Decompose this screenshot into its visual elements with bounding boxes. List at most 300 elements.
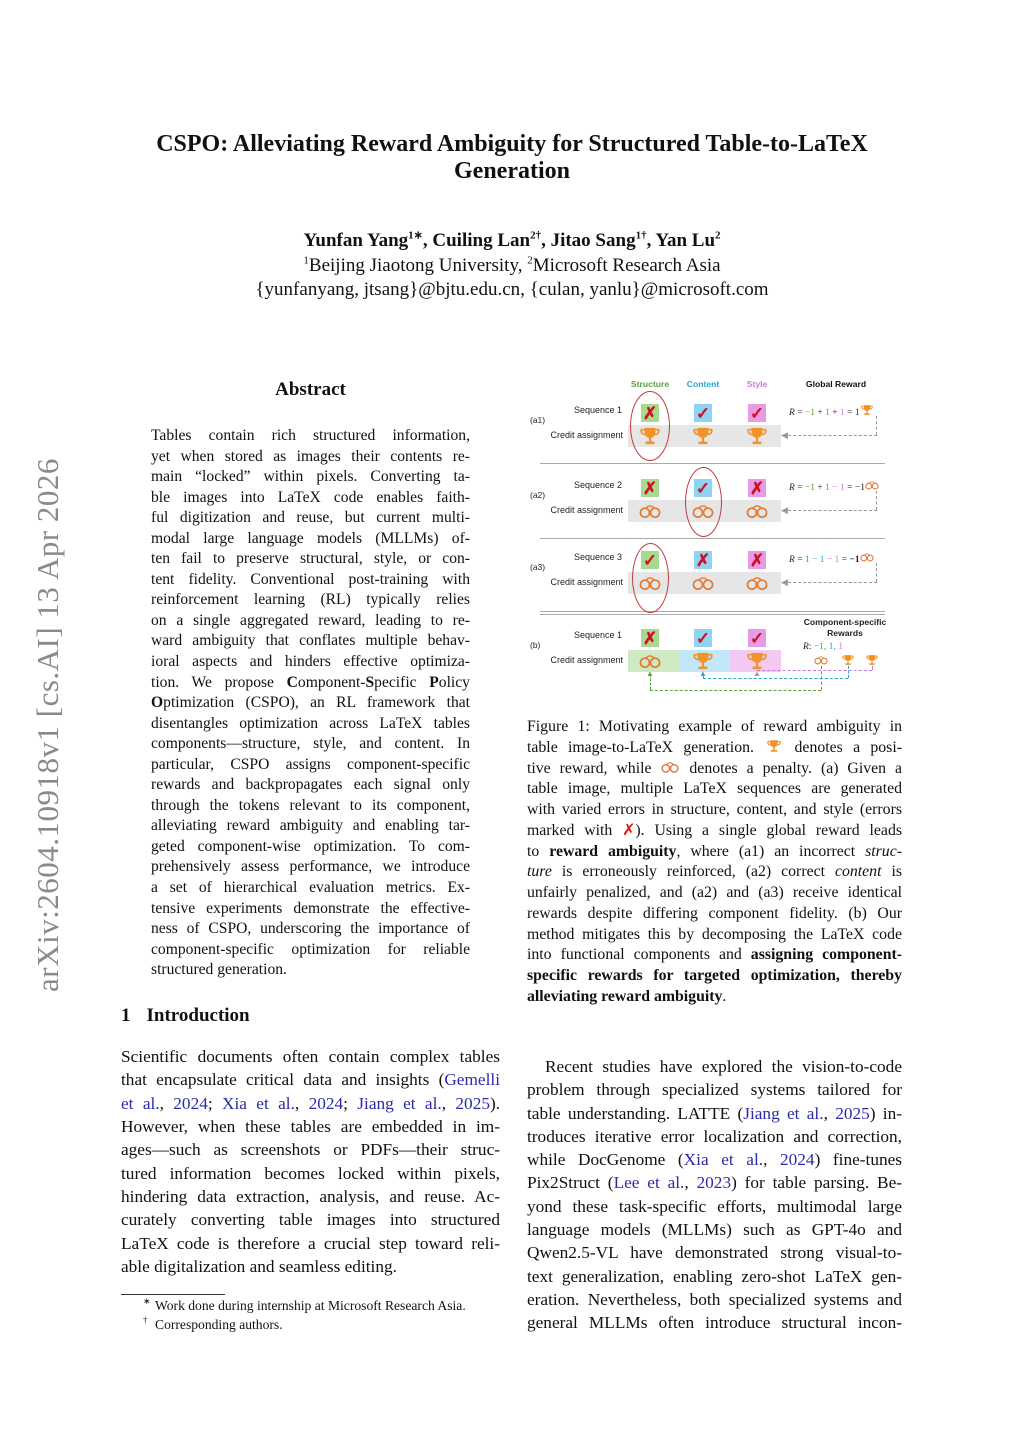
text-line: [151, 426, 470, 447]
author: Yan Lu: [655, 230, 716, 251]
reward-formula: [803, 642, 919, 653]
citation-link[interactable]: et al.: [121, 1093, 160, 1113]
bold-text: reward ambiguity: [549, 842, 677, 860]
text-run: ten fail to preserve structural, style, or con-: [151, 550, 470, 568]
text-run: +: [829, 408, 840, 418]
check-mark-icon: ✓: [749, 628, 765, 648]
title-line: Generation: [454, 158, 570, 184]
text-line: [527, 862, 902, 883]
text-line: [527, 1241, 902, 1264]
text-run: , where (a1) an incorrect: [676, 842, 866, 860]
handcuffs-icon: [746, 573, 768, 593]
abstract-text: [151, 426, 470, 981]
reward-formula: [789, 551, 905, 566]
text-line: [527, 1148, 902, 1171]
row-separator: [540, 538, 885, 539]
routing-arrow: [703, 678, 848, 679]
text-run: rewards despite differing component fidelity. (b) Our: [527, 904, 902, 922]
highlight-ellipse: [685, 467, 722, 537]
trophy-icon: [746, 426, 768, 446]
author: Cuiling Lan: [432, 230, 531, 251]
text-line: [151, 734, 470, 755]
footnote-text: Corresponding authors.: [155, 1317, 283, 1332]
header-content: Content: [686, 379, 720, 389]
routing-arrow: [650, 690, 821, 691]
text-line: [527, 925, 902, 946]
title-line: CSPO: Alleviating Reward Ambiguity for Structured Table-to-LaTeX: [156, 131, 868, 157]
text-line: [151, 488, 470, 509]
credit-assignment-label: Credit assignment: [550, 505, 623, 515]
trophy-icon: [692, 651, 714, 671]
text-run: disentangles optimization across LaTeX tables: [151, 714, 470, 732]
reward-icon: [865, 654, 879, 666]
handcuffs-icon: [814, 654, 828, 666]
dashed-arrow: [876, 491, 877, 510]
text-line: [151, 631, 470, 652]
text-line: [151, 714, 470, 735]
reward-icon: [841, 654, 855, 666]
row-separator: [540, 611, 885, 612]
figure-caption: [527, 717, 902, 1008]
text-line: [527, 1102, 902, 1125]
text-run: through the tokens relevant to its component,: [151, 796, 470, 814]
text-line: [151, 796, 470, 817]
citation-link[interactable]: 2025: [455, 1093, 490, 1113]
credit-icon: [746, 651, 768, 671]
citation-link[interactable]: Xia et al.: [683, 1150, 764, 1170]
text-run: rewards and backpropagates each signal only: [151, 776, 470, 794]
text-run: LaTeX code is therefore a crucial step toward reli-: [121, 1233, 500, 1253]
italic-text: content: [834, 863, 882, 881]
trophy-icon: [841, 654, 855, 666]
text-line: [527, 1055, 902, 1078]
text-run: hindering data extraction, analysis, and reuse. Ac-: [121, 1187, 500, 1207]
style-value: − 1: [832, 483, 845, 493]
author-names: Yunfan Yang$^{1∗}$, Cuiling Lan$^{2\dagger}$, Jitao Sang$^{1\dagger}$, Yan Lu$^2$: [303, 229, 721, 251]
cross-mark-icon: ✗: [642, 478, 658, 498]
text-line: [527, 1125, 902, 1148]
text-run: tive reward, while: [527, 759, 661, 777]
credit-icon: [692, 573, 714, 593]
check-mark-icon: ✓: [695, 478, 711, 498]
text-run: +: [815, 408, 826, 418]
trophy-icon: [692, 426, 714, 446]
text-run: tion. We propose: [151, 673, 287, 691]
text-line: [151, 960, 470, 981]
text-run: ,: [684, 1173, 697, 1193]
arrow-head-icon: ▲: [753, 669, 761, 678]
text-run: ward ambiguity that conflates multiple behav-: [151, 632, 470, 650]
sequence-label: Sequence 2: [573, 480, 622, 490]
text-run: :: [808, 642, 814, 652]
row-separator: [540, 614, 885, 615]
affil-sup: 2: [527, 254, 533, 267]
text-run: Scientific documents often contain complex tables: [121, 1047, 500, 1066]
text-run: is: [881, 863, 902, 881]
text-line: [151, 549, 470, 570]
text-run: = 1: [844, 408, 860, 418]
text-run: Tables contain rich structured information,: [151, 427, 470, 444]
text-run: marked with: [527, 821, 623, 839]
section-heading-introduction: [121, 1005, 266, 1027]
text-line: [121, 1045, 500, 1068]
arxiv-identifier: arXiv:2604.10918v1 [cs.AI] 13 Apr 2026: [30, 458, 65, 992]
text-run: table understanding. LATTE (: [527, 1103, 744, 1123]
text-line: [151, 467, 470, 488]
cross-mark-icon: ✗: [642, 628, 658, 648]
text-line: [151, 508, 470, 529]
text-run: .: [722, 987, 727, 1005]
text-run: components—structure, style, and content. In: [151, 735, 470, 753]
citation-link[interactable]: Jiang et al.: [357, 1093, 442, 1113]
text-line: [527, 904, 902, 925]
sequence-label: Sequence 3: [573, 552, 622, 562]
text-line: [121, 1185, 500, 1208]
text-run: into functional components and: [527, 946, 751, 964]
text-run: table image, multiple LaTeX sequences are generated: [527, 780, 902, 798]
structure-value: 1: [804, 555, 810, 565]
text-line: [527, 883, 902, 904]
text-run: =: [839, 555, 850, 565]
style-value: − 1: [826, 555, 840, 565]
text-run: Qwen2.5-VL have demonstrated strong visual-to-: [527, 1243, 902, 1263]
citation-link[interactable]: Xia et al.: [222, 1093, 295, 1113]
text-line: [151, 919, 470, 940]
text-run: olicy: [438, 673, 470, 691]
text-line: [151, 652, 470, 673]
trophy-icon: [860, 404, 874, 416]
handcuffs-icon: [865, 479, 879, 491]
handcuffs-icon: [639, 651, 661, 671]
text-run: general MLLMs often introduce structural incon-: [527, 1313, 902, 1333]
dashed-arrow: [783, 582, 877, 583]
italic-text: struc-: [865, 842, 902, 860]
text-run: ) fine-tunes: [814, 1150, 903, 1170]
affiliations: [100, 254, 924, 279]
text-line: [151, 755, 470, 776]
footnote-rule: [121, 1294, 225, 1295]
author-sup: 2: [715, 229, 721, 242]
header-structure: Structure: [630, 379, 670, 389]
text-run: curately converting table images into structured: [121, 1210, 500, 1230]
text-run: ) in-: [869, 1103, 902, 1123]
check-mark-icon: ✓: [695, 628, 711, 648]
bold-text: P: [429, 673, 439, 691]
text-line: [151, 775, 470, 796]
text-run: on a single aggregated reward, leading to re-: [151, 611, 470, 629]
text-run: geted component-wise optimization. To com-: [151, 837, 470, 855]
citation-link[interactable]: Gemelli: [444, 1070, 500, 1090]
text-line: [151, 899, 470, 920]
text-run: ,: [441, 1093, 456, 1113]
text-run: tent fidelity. Conventional post-training with: [151, 570, 470, 588]
author-block: [100, 229, 924, 303]
text-line: [121, 1162, 500, 1185]
text-run: text generalization, enabling zero-shot LaTeX gen-: [527, 1266, 902, 1286]
text-run: problem through specialized systems tailored for: [527, 1080, 902, 1100]
text-line: [527, 717, 902, 738]
text-line: [527, 800, 902, 821]
text-run: a set of hierarchical evaluation metrics. Ex-: [151, 879, 470, 897]
text-run: ,: [294, 1093, 309, 1113]
abstract-heading: Abstract: [275, 379, 346, 400]
text-line: [527, 1311, 902, 1334]
sequence-label: Sequence 1: [573, 405, 622, 415]
bold-text: S: [365, 673, 375, 691]
check-mark-icon: ✓: [695, 403, 711, 423]
text-run: ;: [207, 1093, 222, 1113]
right-column-text: [527, 1055, 902, 1335]
cross-mark-icon: ✗: [642, 403, 658, 423]
text-line: [527, 987, 902, 1008]
citation-link[interactable]: 2024: [308, 1093, 344, 1113]
affiliation: Microsoft Research Asia: [532, 254, 721, 276]
text-line: [527, 1218, 902, 1241]
text-line: [121, 1255, 500, 1278]
text-line: [121, 1138, 500, 1161]
content-value: 1,: [828, 642, 836, 652]
dashed-arrow: [876, 416, 877, 435]
text-line: [151, 816, 470, 837]
text-run: ,: [763, 1150, 780, 1170]
text-run: yet when stored as images their contents re-: [151, 447, 470, 465]
text-line: [121, 1232, 500, 1255]
text-line: [527, 1288, 902, 1311]
content-value: 1: [825, 408, 830, 418]
arrow-head-icon: ▲: [646, 669, 654, 678]
section-title: Introduction: [146, 1005, 250, 1026]
text-line: [151, 570, 470, 591]
text-run: with varied errors in structure, content, and style (errors: [527, 801, 902, 818]
text-run: yond these task-specific efforts, multimodal large: [527, 1196, 902, 1216]
text-line: [151, 590, 470, 611]
footnote: † Corresponding authors.: [143, 1315, 283, 1332]
text-run: is erroneously reinforced, (a2) correct: [551, 863, 835, 881]
bold-text: −1: [849, 555, 860, 565]
arrow-head-icon: ▲: [699, 669, 707, 678]
text-run: =: [794, 483, 805, 493]
bold-text: specific rewards for targeted optimization, thereby: [527, 967, 902, 984]
text-run: table image-to-LaTeX generation.: [527, 738, 765, 756]
component-rewards-title: Rewards: [827, 628, 863, 638]
text-run: structured generation.: [151, 961, 287, 979]
trophy-icon: [764, 739, 784, 753]
citation-link[interactable]: 2024: [780, 1150, 815, 1170]
row-tag: (a2): [530, 490, 546, 500]
bold-text: O: [151, 694, 164, 712]
trophy-icon: [865, 654, 879, 666]
check-mark-icon: ✓: [642, 550, 658, 570]
text-run: alleviating reward ambiguity and enabling tar-: [151, 817, 470, 835]
italic-text: ture: [527, 863, 552, 881]
handcuffs-icon: [660, 760, 680, 774]
handcuffs-icon: [639, 501, 661, 521]
text-run: ).: [489, 1093, 501, 1113]
affil-sup: 1: [303, 254, 309, 267]
text-run: that encapsulate critical data and insights (: [121, 1070, 445, 1090]
author-sup: 1∗: [408, 229, 423, 242]
cross-mark-icon: ✗: [749, 478, 765, 498]
dashed-arrow: [876, 563, 877, 582]
text-run: particular, CSPO assigns component-specific: [151, 755, 470, 773]
text-run: Recent studies have explored the vision-to-code: [545, 1057, 902, 1076]
text-run: ble images into LaTeX code enables faith-: [151, 488, 470, 506]
text-run: troduces iterative error localization and correction,: [527, 1126, 902, 1146]
bold-text: assigning component-: [750, 946, 902, 964]
handcuffs-icon: [860, 551, 874, 563]
text-run: eration. Nevertheless, both specialized systems and: [527, 1289, 902, 1309]
text-line: [527, 1171, 902, 1194]
bold-text: C: [286, 673, 298, 691]
row-tag: (a3): [530, 562, 546, 572]
row-tag: (b): [530, 640, 541, 650]
author-sup: 2†: [530, 229, 542, 242]
affiliation: Beijing Jiaotong University,: [308, 254, 528, 276]
text-run: Figure 1: Motivating example of reward ambiguity in: [527, 718, 902, 735]
credit-assignment-label: Credit assignment: [550, 577, 623, 587]
row-tag: (a1): [530, 415, 546, 425]
style-value: 1: [840, 408, 845, 418]
content-value: 1: [825, 483, 830, 493]
credit-icon: [639, 651, 661, 671]
citation-link[interactable]: 2023: [696, 1173, 732, 1193]
footnote: ∗ Work done during internship at Microsoft Research Asia.: [143, 1296, 466, 1313]
text-run: denotes a penalty. (a) Given a: [680, 759, 903, 777]
text-run: tured information becomes locked within pixels,: [121, 1163, 500, 1183]
figure-1: [527, 372, 905, 702]
text-line: [121, 1208, 500, 1231]
text-run: while DocGenome (: [527, 1150, 684, 1170]
text-run: component-specific optimization for reliable: [151, 940, 470, 958]
text-run: tensive experiments demonstrate the effective-: [151, 899, 470, 917]
bold-text: alleviating reward ambiguity: [527, 987, 723, 1005]
text-run: prehensively assess performance, we introduce: [151, 858, 470, 876]
routing-arrow: [757, 670, 872, 671]
text-run: ptimization (CSPO), an RL framework that: [163, 694, 470, 712]
emails: {yunfanyang, jtsang}@bjtu.edu.cn, {culan, yanlu}@microsoft.com: [255, 279, 769, 300]
text-run: = −1: [844, 483, 865, 493]
text-run: However, when these tables are embedded in im-: [121, 1117, 500, 1137]
text-line: [527, 945, 902, 966]
paper-title: [100, 131, 924, 185]
credit-icon: [746, 501, 768, 521]
structure-value: −1: [804, 483, 816, 493]
section-number: 1: [121, 1005, 131, 1026]
text-run: =: [794, 555, 805, 565]
text-run: unfairly penalized, and (a2) and (a3) receive identical: [527, 884, 902, 901]
author-sup: 1†: [635, 229, 647, 242]
italic-text: R: [789, 408, 795, 418]
citation-link[interactable]: Jiang et al.: [743, 1103, 824, 1123]
row-separator: [540, 463, 885, 464]
dashed-arrow: [783, 435, 877, 436]
arrow-head-icon: ◀: [781, 430, 788, 440]
cross-mark-icon: ✗: [695, 550, 711, 570]
credit-icon: [746, 573, 768, 593]
text-run: ages—such as screenshots or PDFs—their struc-: [121, 1140, 500, 1160]
text-run: language models (MLLMs) such as GPT-4o and: [527, 1220, 902, 1240]
credit-assignment-label: Credit assignment: [550, 655, 623, 665]
arrow-head-icon: ◀: [781, 577, 788, 587]
component-rewards-title: Component-specific: [803, 617, 887, 627]
credit-icon: [639, 501, 661, 521]
author: Yunfan Yang: [303, 230, 409, 251]
structure-value: −1: [804, 408, 816, 418]
arrow-head-icon: ◀: [781, 505, 788, 515]
text-run: main “locked” within pixels. Converting ta-: [151, 468, 470, 486]
text-run: modal large language models (MLLMs) of-: [151, 529, 470, 547]
text-run: Pix2Struct (: [527, 1173, 614, 1193]
text-run: pecific: [374, 673, 430, 691]
author: Jitao Sang: [550, 230, 636, 251]
header-global-reward: Global Reward: [805, 379, 867, 389]
text-line: [151, 878, 470, 899]
text-line: [151, 447, 470, 468]
text-line: [527, 1078, 902, 1101]
content-value: − 1: [812, 555, 825, 565]
text-line: [151, 857, 470, 878]
text-run: ). Using a single global reward leads: [635, 821, 902, 839]
text-run: method mitigates this by decomposing the LaTeX code: [527, 925, 902, 943]
text-line: [121, 1115, 500, 1138]
citation-link[interactable]: 2024: [173, 1093, 208, 1113]
routing-arrow: [872, 666, 873, 670]
dashed-arrow: [783, 510, 877, 511]
credit-icon: [746, 426, 768, 446]
reward-formula: [789, 404, 905, 419]
text-line: [527, 842, 902, 863]
header-style: Style: [746, 379, 768, 389]
text-line: [527, 821, 902, 842]
sequence-label: Sequence 1: [573, 630, 622, 640]
citation-link[interactable]: 2025: [835, 1103, 870, 1123]
routing-arrow: [848, 666, 849, 678]
text-run: omponent-: [297, 673, 366, 691]
italic-text: R: [789, 483, 795, 493]
text-line: [151, 673, 470, 694]
text-run: ioral aspects and hinders effective optimiza-: [151, 653, 470, 671]
text-run: to: [527, 842, 550, 860]
text-line: [151, 611, 470, 632]
text-line: [527, 779, 902, 800]
structure-value: −1,: [813, 642, 827, 652]
reward-icon: [814, 654, 828, 666]
text-line: [527, 1195, 902, 1218]
cross-mark: ✗: [622, 821, 636, 839]
text-run: +: [815, 483, 826, 493]
introduction-text: [121, 1045, 500, 1278]
text-run: ,: [159, 1093, 174, 1113]
italic-text: R: [803, 642, 809, 652]
text-line: [527, 966, 902, 987]
credit-icon: [692, 651, 714, 671]
credit-assignment-label: Credit assignment: [550, 430, 623, 440]
credit-icon: [692, 426, 714, 446]
text-run: ) for table parsing. Be-: [731, 1173, 902, 1193]
italic-text: R: [789, 555, 795, 565]
footnotes: [121, 1296, 521, 1334]
handcuffs-icon: [692, 573, 714, 593]
text-line: [151, 693, 470, 714]
text-line: [121, 1068, 500, 1091]
text-line: [527, 738, 902, 759]
text-run: reinforcement learning (RL) typically relies: [151, 591, 470, 609]
text-run: denotes a posi-: [784, 738, 902, 756]
text-line: [151, 940, 470, 961]
citation-link[interactable]: Lee et al.: [613, 1173, 685, 1193]
check-mark-icon: ✓: [749, 403, 765, 423]
trophy-icon: [746, 651, 768, 671]
